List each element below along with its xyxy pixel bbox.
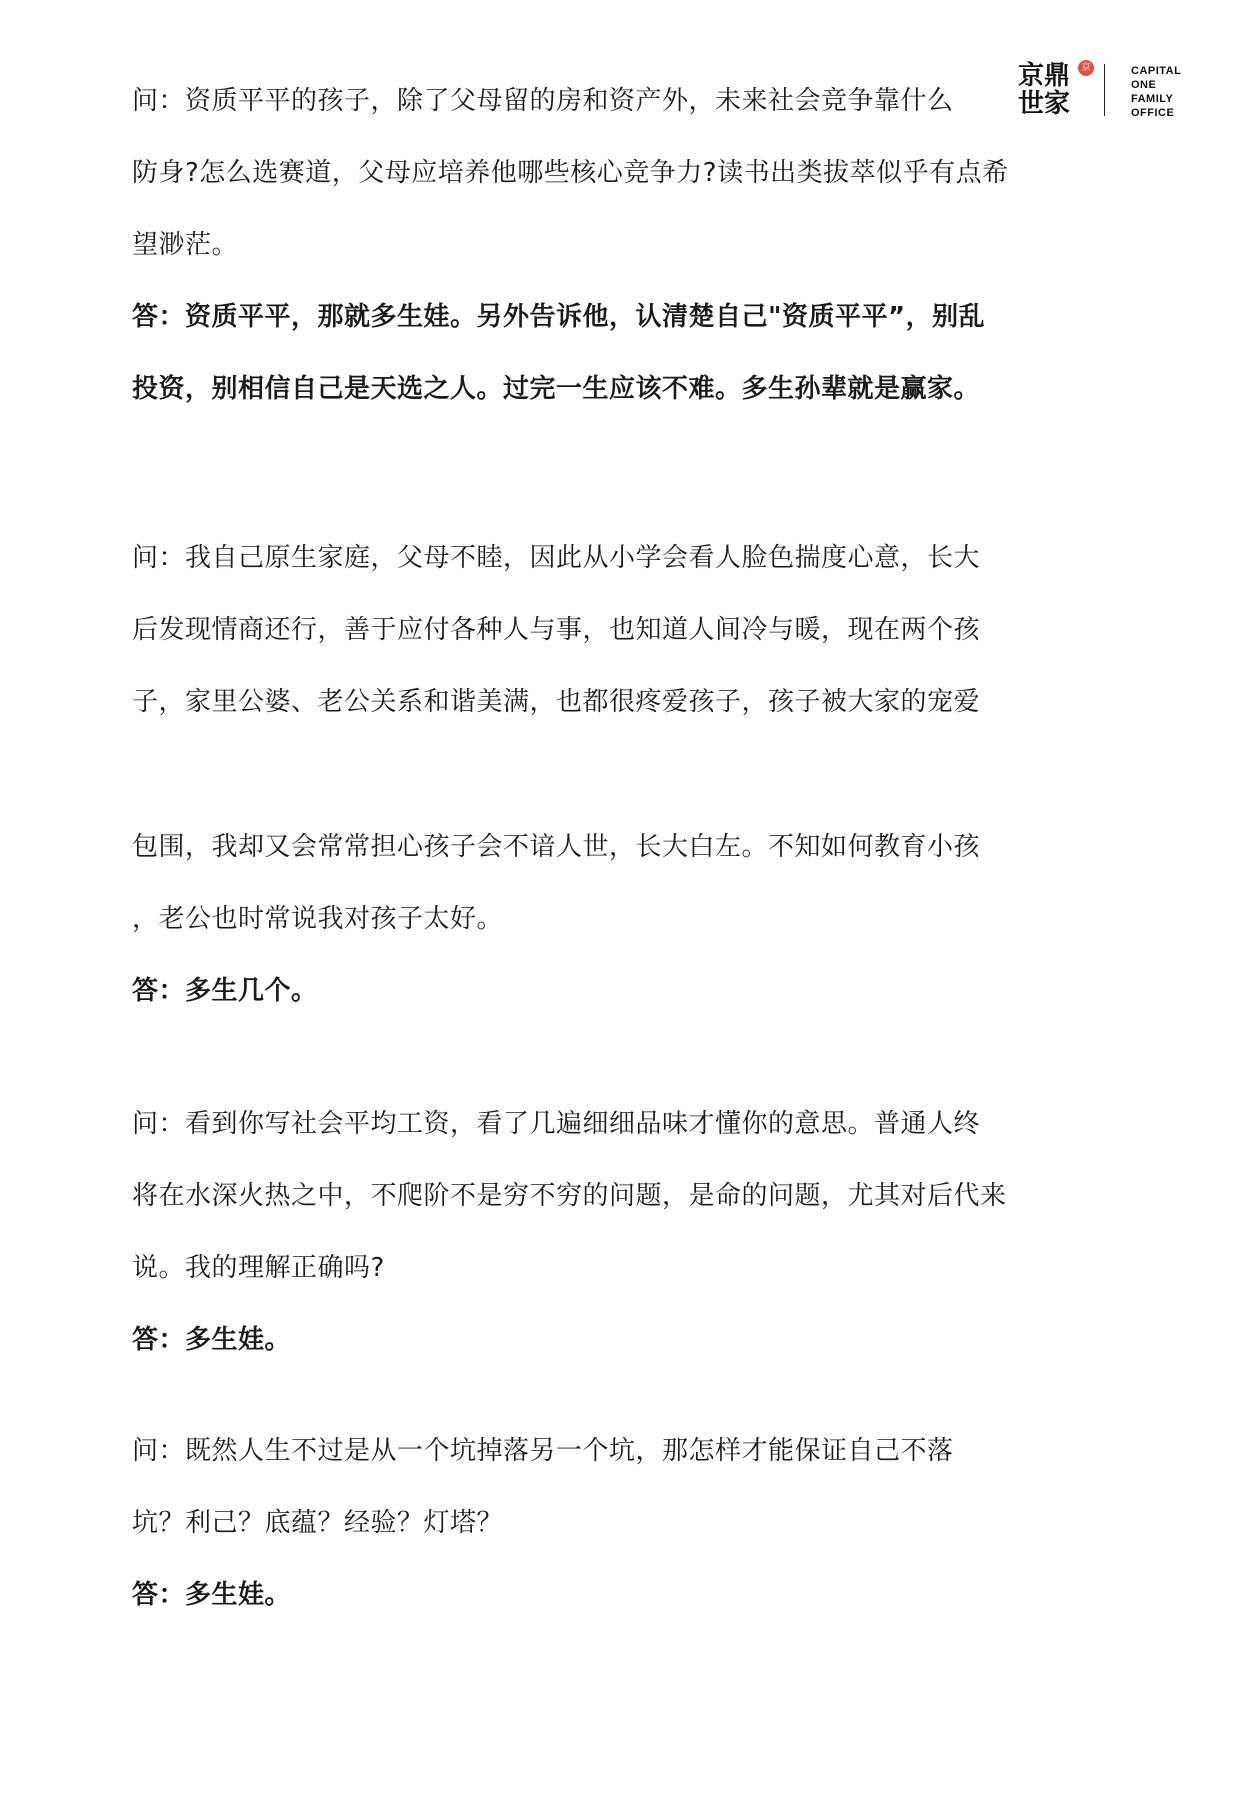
question-line: 说。我的理解正确吗? bbox=[132, 1253, 385, 1283]
question-line: 问：资质平平的孩子，除了父母留的房和资产外，未来社会竞争靠什么 bbox=[132, 86, 954, 116]
qa-block bbox=[132, 1433, 954, 1649]
logo-seal-icon: 京 bbox=[1078, 60, 1094, 76]
answer-line: 答：多生娃。 bbox=[132, 1325, 292, 1355]
question-line: 防身?怎么选赛道，父母应培养他哪些核心竞争力?读书出类拔萃似乎有点希 bbox=[132, 158, 1009, 188]
logo-english-name bbox=[1131, 64, 1181, 120]
question-line: 后发现情商还行，善于应付各种人与事，也知道人间冷与暖，现在两个孩 bbox=[132, 615, 981, 645]
qa-block-continued bbox=[132, 829, 980, 1045]
logo-divider bbox=[1104, 64, 1105, 116]
answer-line: 答：资质平平，那就多生娃。另外告诉他，认清楚自己"资质平平”，别乱 bbox=[132, 302, 986, 332]
question-line: 包围，我却又会常常担心孩子会不谙人世，长大白左。不知如何教育小孩 bbox=[132, 832, 981, 862]
qa-block bbox=[132, 540, 980, 756]
answer-line: 投资，别相信自己是天选之人。过完一生应该不难。多生孙辈就是赢家。 bbox=[132, 374, 981, 404]
logo-en-line: FAMILY bbox=[1131, 93, 1174, 105]
question-line: 子，家里公婆、老公关系和谐美满，也都很疼爱孩子，孩子被大家的宠爱 bbox=[132, 687, 981, 717]
question-line: ，老公也时常说我对孩子太好。 bbox=[132, 904, 504, 934]
answer-line: 答：多生几个。 bbox=[132, 976, 318, 1006]
qa-block bbox=[132, 1106, 1007, 1394]
question-line: 将在水深火热之中，不爬阶不是穷不穷的问题，是命的问题，尤其对后代来 bbox=[132, 1181, 1007, 1211]
logo-en-line: CAPITAL bbox=[1131, 65, 1182, 77]
question-line: 问：既然人生不过是从一个坑掉落另一个坑，那怎样才能保证自己不落 bbox=[132, 1436, 954, 1466]
qa-block bbox=[132, 83, 1009, 443]
question-line: 望渺茫。 bbox=[132, 230, 239, 260]
logo-en-line: ONE bbox=[1131, 79, 1157, 91]
question-line: 问：看到你写社会平均工资，看了几遍细细品味才懂你的意思。普通人终 bbox=[132, 1109, 981, 1139]
question-line: 问：我自己原生家庭，父母不睦，因此从小学会看人脸色揣度心意，长大 bbox=[132, 543, 981, 573]
company-logo bbox=[1018, 60, 1188, 120]
question-line: 坑？利己？底蕴？经验？灯塔？ bbox=[132, 1508, 504, 1538]
logo-en-line: OFFICE bbox=[1131, 107, 1175, 119]
answer-line: 答：多生娃。 bbox=[132, 1580, 292, 1610]
logo-chinese-name: 京鼎世家 bbox=[1018, 61, 1071, 119]
